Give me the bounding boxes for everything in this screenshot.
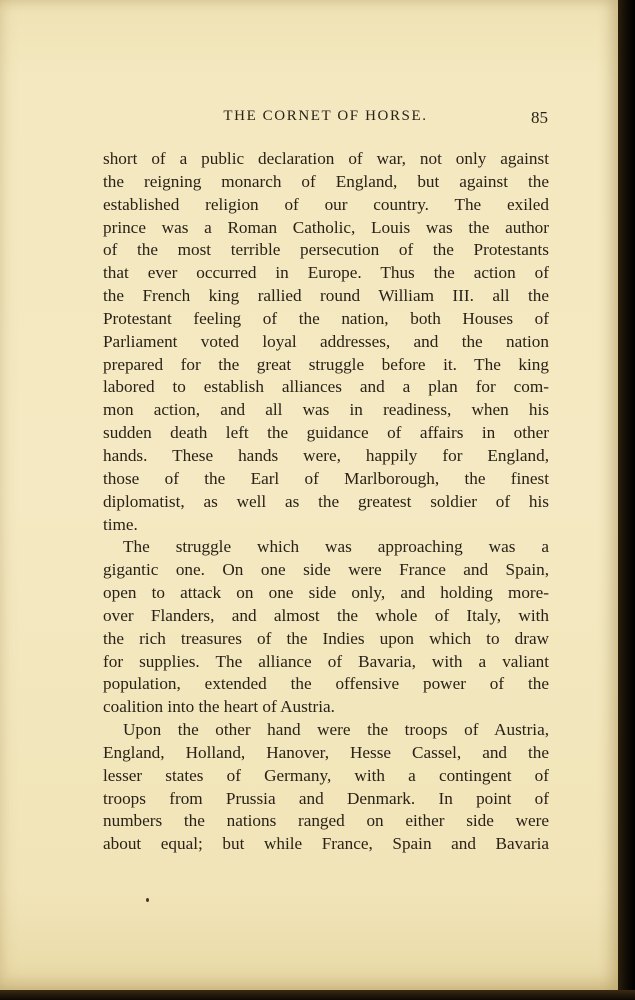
body-text — [103, 148, 549, 856]
text-line: prince was a Roman Catholic, Louis was the author — [103, 217, 549, 237]
paper-speck — [146, 898, 149, 902]
bottom-edge-shadow — [0, 990, 635, 1000]
text-line: about equal; but while France, Spain and Bavaria — [103, 834, 549, 854]
paragraph-first-line: The struggle which was approaching was a — [123, 537, 549, 557]
text-line: Parliament voted loyal addresses, and the nation — [103, 331, 549, 351]
text-line: prepared for the great struggle before it. The king — [103, 354, 549, 374]
text-line: Protestant feeling of the nation, both Houses of — [103, 308, 549, 328]
text-line: numbers the nations ranged on either side were — [103, 811, 549, 831]
text-line: over Flanders, and almost the whole of Italy, with — [103, 605, 549, 625]
text-line: gigantic one. On one side were France and Spain, — [103, 560, 549, 580]
text-line: short of a public declaration of war, not only against — [103, 149, 549, 168]
text-line: hands. These hands were, happily for England, — [103, 445, 549, 465]
text-line: lesser states of Germany, with a contingent of — [103, 765, 549, 785]
page-edge-shadow — [618, 0, 635, 1000]
text-line: coalition into the heart of Austria. — [103, 697, 335, 717]
text-line: of the most terrible persecution of the Protestants — [103, 240, 549, 260]
page-number: 85 — [531, 108, 548, 127]
text-line: the reigning monarch of England, but against the — [103, 171, 549, 191]
text-line: troops from Prussia and Denmark. In point of — [103, 788, 549, 808]
text-line: sudden death left the guidance of affairs in other — [103, 423, 549, 443]
text-line: population, extended the offensive power of the — [103, 674, 549, 694]
text-line: for supplies. The alliance of Bavaria, with a valiant — [103, 651, 549, 671]
text-line: diplomatist, as well as the greatest soldier of his — [103, 491, 549, 511]
text-line: established religion of our country. The exiled — [103, 194, 549, 214]
paragraph-first-line: Upon the other hand were the troops of Austria, — [123, 720, 549, 740]
running-title: THE CORNET OF HORSE. — [223, 108, 428, 124]
text-line: labored to establish alliances and a plan for com- — [103, 377, 549, 397]
text-line: mon action, and all was in readiness, when his — [103, 400, 549, 420]
text-line: those of the Earl of Marlborough, the finest — [103, 468, 549, 488]
text-line: time. — [103, 514, 138, 534]
page-header — [103, 108, 548, 134]
text-line: open to attack on one side only, and holding more- — [103, 583, 549, 603]
text-line: the rich treasures of the Indies upon which to draw — [103, 628, 549, 648]
text-line: England, Holland, Hanover, Hesse Cassel, and the — [103, 742, 549, 762]
text-line: that ever occurred in Europe. Thus the action of — [103, 263, 549, 283]
text-line: the French king rallied round William III. all the — [103, 286, 549, 306]
